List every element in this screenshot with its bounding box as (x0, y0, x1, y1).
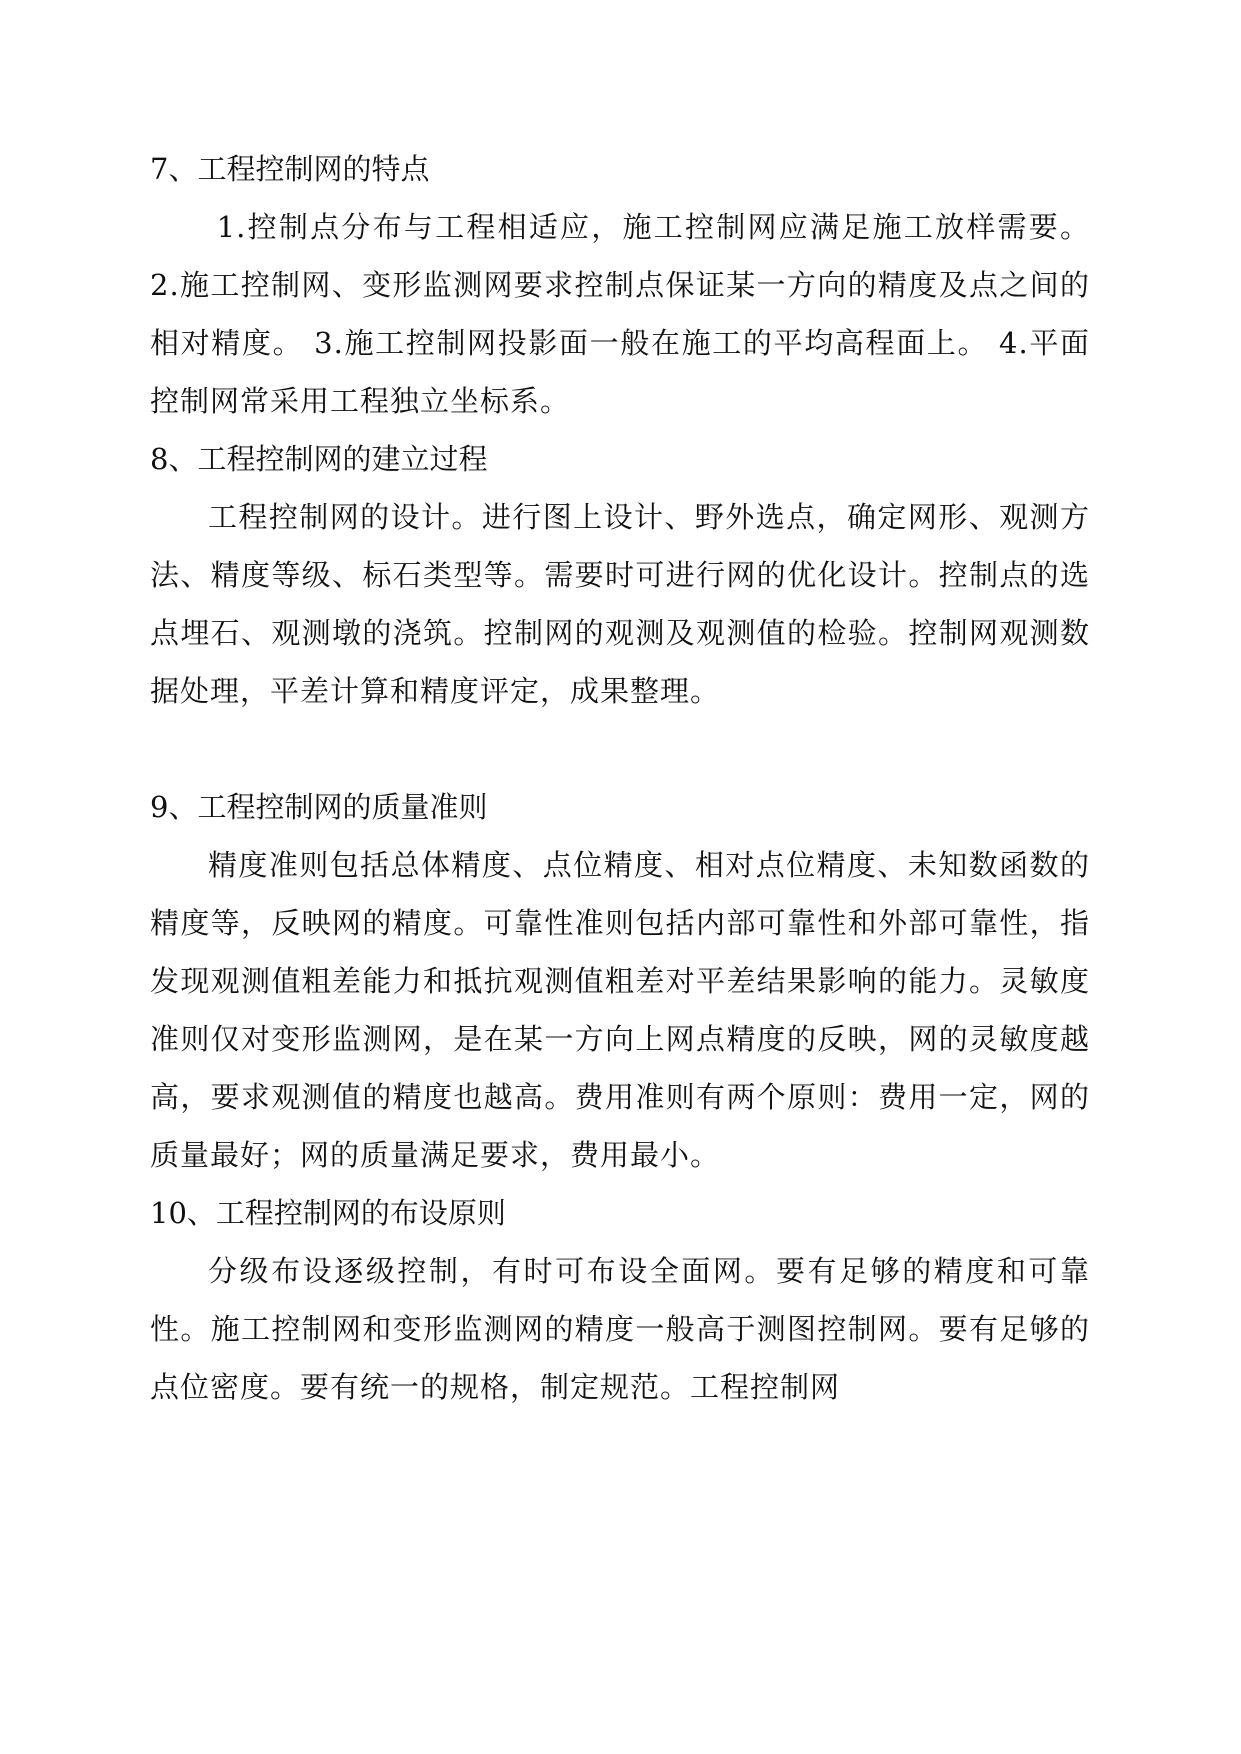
section-7-heading: 7、工程控制网的特点 (150, 152, 430, 186)
section-7-paragraph: 1.控制点分布与工程相适应，施工控制网应满足施工放样需要。 2.施工控制网、变形监测网要求控制点保证某一方向的精度及点之间的相对精度。 3.施工控制网投影面一般在施工的平均高程面上。 4.平面控制网常采用工程独立坐标系。 (150, 210, 1090, 418)
blank-line (150, 720, 1090, 778)
document-body (150, 140, 1090, 1416)
section-8-paragraph: 工程控制网的设计。进行图上设计、野外选点，确定网形、观测方法、精度等级、标石类型等。需要时可进行网的优化设计。控制点的选点埋石、观测墩的浇筑。控制网的观测及观测值的检验。控制网观测数据处理，平差计算和精度评定，成果整理。 (150, 500, 1090, 708)
section-10-paragraph: 分级布设逐级控制，有时可布设全面网。要有足够的精度和可靠性。施工控制网和变形监测网的精度一般高于测图控制网。要有足够的点位密度。要有统一的规格，制定规范。工程控制网 (150, 1254, 1090, 1404)
section-8-heading: 8、工程控制网的建立过程 (150, 442, 488, 476)
section-9-paragraph: 精度准则包括总体精度、点位精度、相对点位精度、未知数函数的精度等，反映网的精度。可靠性准则包括内部可靠性和外部可靠性，指发现观测值粗差能力和抵抗观测值粗差对平差结果影响的能力。灵敏度准则仅对变形监测网，是在某一方向上网点精度的反映，网的灵敏度越高，要求观测值的精度也越高。费用准则有两个原则：费用一定，网的质量最好；网的质量满足要求，费用最小。 (150, 848, 1090, 1172)
section-9-heading: 9、工程控制网的质量准则 (150, 790, 488, 824)
section-10-heading: 10、工程控制网的布设原则 (150, 1196, 506, 1230)
